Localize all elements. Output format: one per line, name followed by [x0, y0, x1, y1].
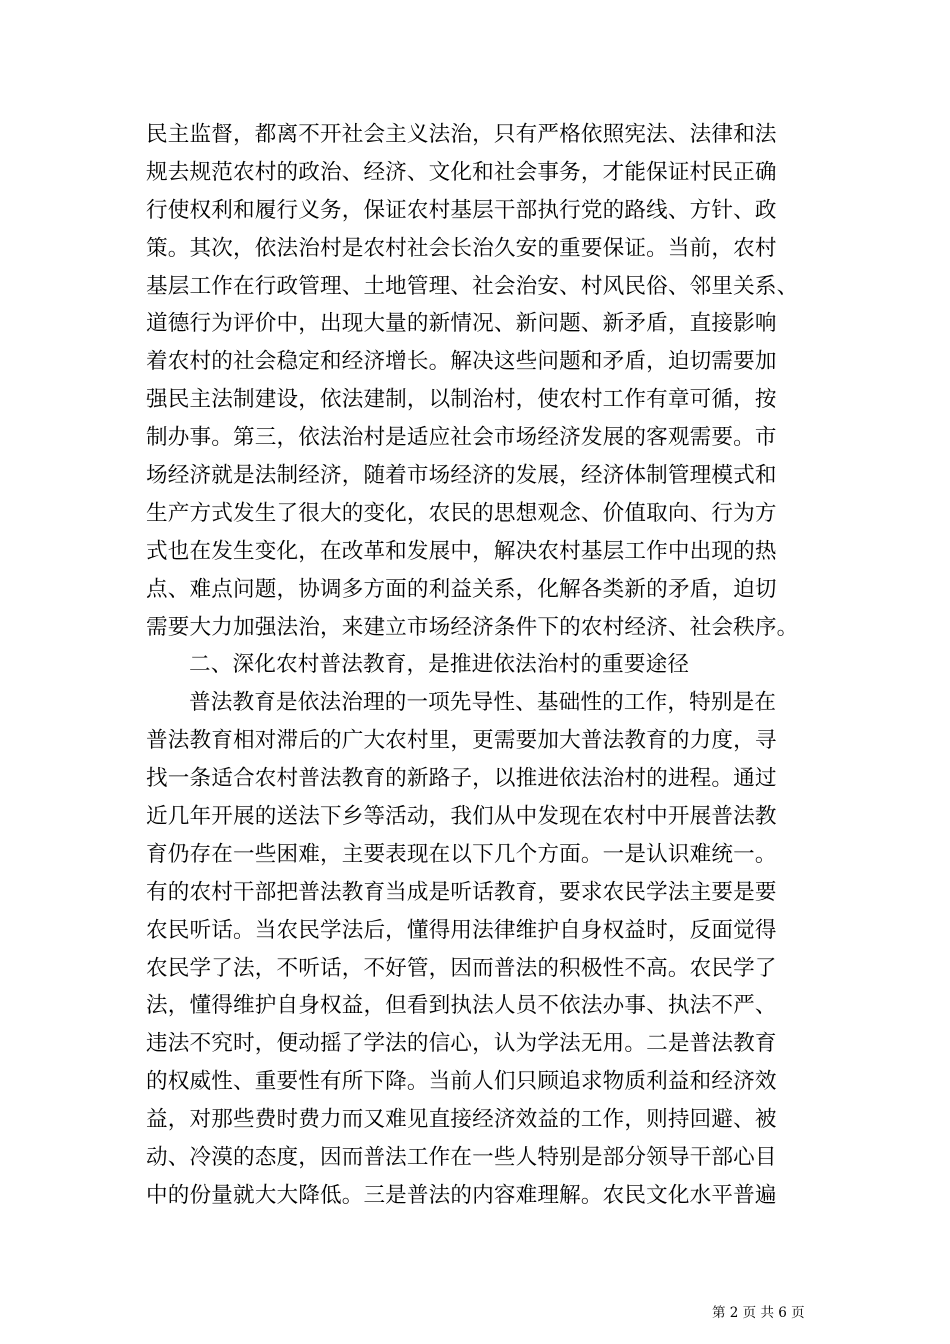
- text-line: 益，对那些费时费力而又难见直接经济效益的工作，则持回避、被: [146, 1107, 777, 1133]
- text-line: 农民听话。当农民学法后，懂得用法律维护自身权益时，反面觉得: [146, 917, 777, 943]
- text-line: 找一条适合农村普法教育的新路子，以推进依法治村的进程。通过: [146, 766, 777, 792]
- text-line: 场经济就是法制经济，随着市场经济的发展，经济体制管理模式和: [146, 463, 777, 489]
- text-line: 制办事。第三，依法治村是适应社会市场经济发展的客观需要。市: [146, 425, 777, 451]
- text-line: 行使权利和履行义务，保证农村基层干部执行党的路线、方针、政: [146, 197, 777, 223]
- section-heading: 二、深化农村普法教育，是推进依法治村的重要途径: [189, 652, 690, 678]
- text-line: 违法不究时，便动摇了学法的信心，认为学法无用。二是普法教育: [146, 1031, 777, 1057]
- text-line: 动、冷漠的态度，因而普法工作在一些人特别是部分领导干部心目: [146, 1145, 777, 1171]
- text-line: 农民学了法，不听话，不好管，因而普法的积极性不高。农民学了: [146, 955, 777, 981]
- text-line: 着农村的社会稳定和经济增长。解决这些问题和矛盾，迫切需要加: [146, 349, 777, 375]
- text-line: 式也在发生变化，在改革和发展中，解决农村基层工作中出现的热: [146, 538, 777, 564]
- body-text: [146, 116, 826, 1215]
- text-line: 法，懂得维护自身权益，但看到执法人员不依法办事、执法不严、: [146, 993, 777, 1019]
- text-line: 道德行为评价中，出现大量的新情况、新问题、新矛盾，直接影响: [146, 311, 777, 337]
- page-number-footer: 第 2 页 共 6 页: [712, 1305, 805, 1321]
- text-line: 普法教育相对滞后的广大农村里，更需要加大普法教育的力度，寻: [146, 728, 777, 754]
- text-line: 民主监督，都离不开社会主义法治，只有严格依照宪法、法律和法: [146, 122, 777, 147]
- text-line: 需要大力加强法治，来建立市场经济条件下的农村经济、社会秩序。: [146, 614, 799, 640]
- text-line: 的权威性、重要性有所下降。当前人们只顾追求物质利益和经济效: [146, 1069, 777, 1095]
- text-line: 策。其次，依法治村是农村社会长治久安的重要保证。当前，农村: [146, 235, 777, 261]
- text-line: 规去规范农村的政治、经济、文化和社会事务，才能保证村民正确: [146, 159, 777, 185]
- text-line: 近几年开展的送法下乡等活动，我们从中发现在农村中开展普法教: [146, 804, 777, 830]
- text-line: 有的农村干部把普法教育当成是听话教育，要求农民学法主要是要: [146, 879, 777, 905]
- text-line: 育仍存在一些困难，主要表现在以下几个方面。一是认识难统一。: [146, 841, 777, 867]
- text-line: 基层工作在行政管理、土地管理、社会治安、村风民俗、邻里关系、: [146, 273, 799, 299]
- text-line: 生产方式发生了很大的变化，农民的思想观念、价值取向、行为方: [146, 500, 777, 526]
- text-line: 中的份量就大大降低。三是普法的内容难理解。农民文化水平普遍: [146, 1182, 777, 1208]
- text-line: 点、难点问题，协调多方面的利益关系，化解各类新的矛盾，迫切: [146, 576, 777, 602]
- paragraph-start-line: 普法教育是依法治理的一项先导性、基础性的工作，特别是在: [189, 690, 777, 716]
- text-line: 强民主法制建设，依法建制，以制治村，使农村工作有章可循，按: [146, 387, 777, 413]
